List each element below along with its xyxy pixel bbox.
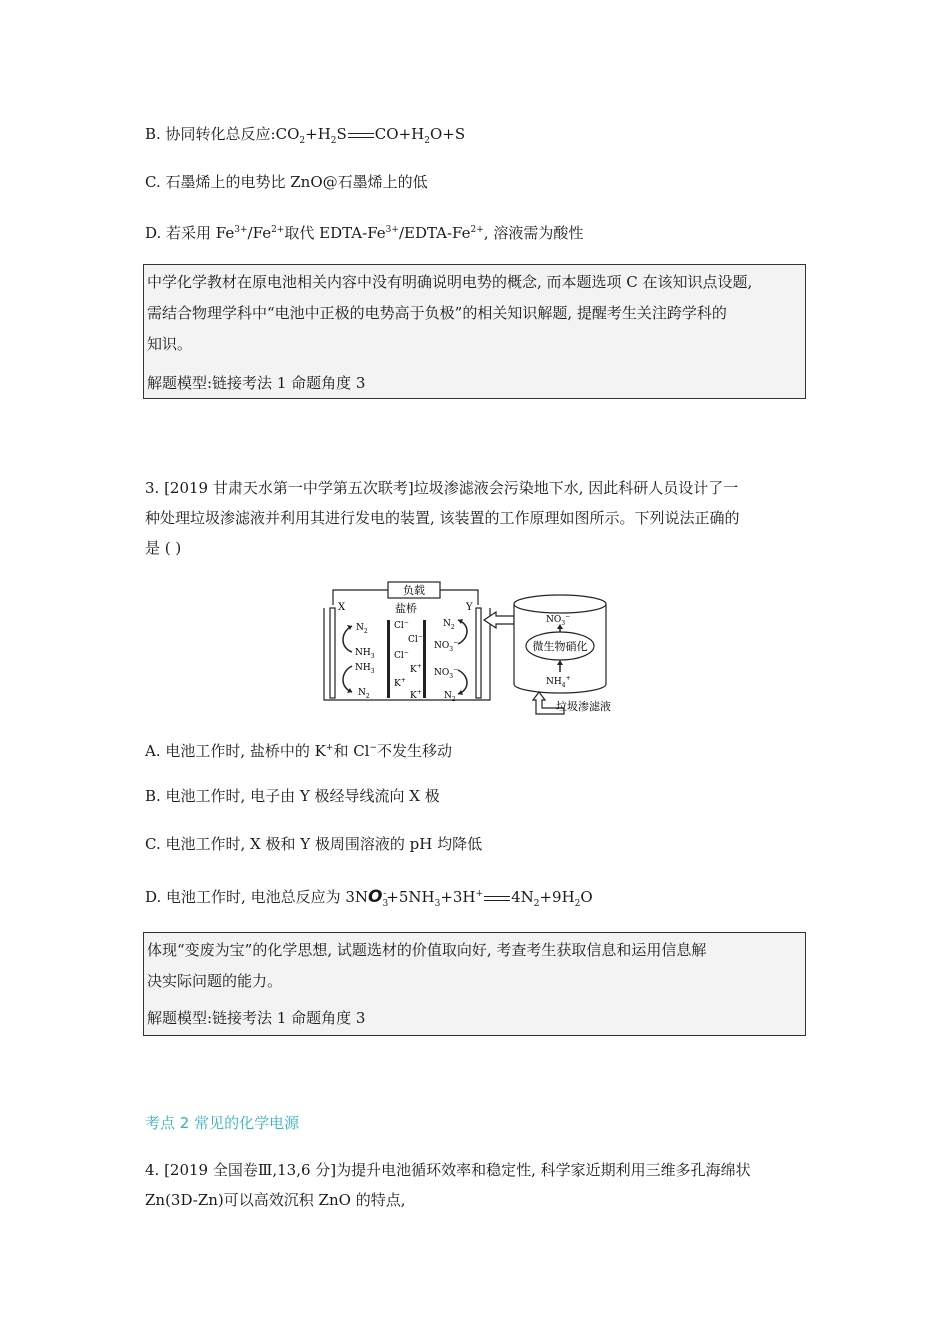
sub: 2 bbox=[533, 899, 540, 909]
q3-option-d-text5: +9H bbox=[539, 888, 575, 906]
nh3-top: $NH_3$ bbox=[355, 648, 375, 660]
cell-diagram bbox=[318, 580, 636, 718]
q4-line-1: 4. [2019 全国卷Ⅲ,13,6 分]为提升电池循环效率和稳定性, 科学家近期利用三维多孔海绵状 bbox=[145, 1161, 751, 1179]
nh4-tank: $NH_4^+$ bbox=[546, 675, 571, 689]
sup: - bbox=[383, 889, 387, 899]
option-b-text5: O+S bbox=[429, 125, 466, 143]
sup: + bbox=[475, 889, 484, 899]
no3-tank: $NO_3^-$ bbox=[546, 613, 571, 627]
salt-bridge-wall-left bbox=[387, 620, 390, 698]
k-ion: K+ bbox=[410, 689, 422, 701]
q3-option-d-o: O bbox=[368, 887, 383, 907]
option-d bbox=[145, 220, 583, 243]
option-b-text1: B. 协同转化总反应:CO bbox=[145, 125, 300, 143]
option-c: C. 石墨烯上的电势比 ZnO@石墨烯上的低 bbox=[145, 173, 428, 191]
electrode-y bbox=[476, 608, 481, 698]
option-d-text3: 取代 EDTA-Fe bbox=[284, 224, 386, 242]
n2-bottom: $N_2$ bbox=[358, 688, 370, 700]
solution-model: 解题模型:链接考法 1 命题角度 3 bbox=[147, 374, 366, 392]
n2-bottom-right: $N_2$ bbox=[444, 691, 456, 703]
x-label: X bbox=[338, 602, 346, 613]
sub: 2 bbox=[299, 136, 306, 146]
microbe-label: 微生物硝化 bbox=[532, 640, 588, 653]
q3-option-d bbox=[145, 884, 593, 914]
electrode-x bbox=[330, 608, 335, 698]
analysis-line: 决实际问题的能力。 bbox=[147, 972, 283, 990]
option-b-text3: S bbox=[336, 125, 347, 143]
curved-arrow bbox=[458, 620, 467, 644]
sup: 2+ bbox=[470, 225, 484, 235]
cl-ion: Cl− bbox=[408, 633, 423, 645]
sub: 3 bbox=[382, 899, 389, 909]
cl-ion: Cl− bbox=[394, 619, 409, 631]
sub: 2 bbox=[330, 136, 337, 146]
option-d-text2: /Fe bbox=[247, 224, 272, 242]
no3-bottom: $NO_3^-$ bbox=[434, 666, 459, 680]
equals-sign bbox=[484, 896, 510, 901]
left-species bbox=[355, 623, 375, 700]
q3-option-d-text3: +3H bbox=[440, 888, 476, 906]
analysis-box-1 bbox=[143, 264, 806, 399]
y-label: Y bbox=[466, 602, 473, 613]
q3-option-d-text2: +5NH bbox=[386, 888, 435, 906]
hollow-arrow-left bbox=[484, 612, 514, 628]
option-d-text4: /EDTA-Fe bbox=[398, 224, 471, 242]
no3-top: $NO_3^-$ bbox=[434, 639, 459, 653]
leachate-label: 垃圾渗滤液 bbox=[556, 700, 611, 713]
nh3-bottom: $NH_3$ bbox=[355, 663, 375, 675]
section-heading: 考点 2 常见的化学电源 bbox=[145, 1114, 300, 1132]
q3-line-3: 是 ( ) bbox=[145, 539, 182, 557]
q3-line-2: 种处理垃圾渗滤液并利用其进行发电的装置, 该装置的工作原理如图所示。下列说法正确的 bbox=[145, 509, 740, 527]
k-ion: K+ bbox=[410, 663, 422, 675]
sup: 3+ bbox=[385, 225, 399, 235]
analysis-line: 中学化学教材在原电池相关内容中没有明确说明电势的概念, 而本题选项 C 在该知识点设题, bbox=[147, 273, 753, 291]
sub: 3 bbox=[434, 899, 441, 909]
q3-option-a bbox=[145, 738, 452, 761]
q3-option-d-text6: O bbox=[580, 888, 593, 906]
q3-option-a-text2: 和 Cl bbox=[333, 742, 370, 760]
sup: − bbox=[369, 743, 378, 753]
salt-bridge-ions bbox=[394, 619, 423, 701]
option-b-text2: +H bbox=[305, 125, 331, 143]
curved-arrow bbox=[458, 670, 467, 694]
q3-option-a-text3: 不发生移动 bbox=[377, 742, 453, 760]
right-species bbox=[434, 619, 458, 703]
option-b-text4: CO+H bbox=[374, 125, 425, 143]
analysis-line: 体现“变废为宝”的化学思想, 试题选材的价值取向好, 考查考生获取信息和运用信息解 bbox=[147, 941, 707, 959]
analysis-line: 需结合物理学科中“电池中正极的电势高于负极”的相关知识解题, 提醒考生关注跨学科的 bbox=[147, 304, 727, 322]
q3-option-d-text1: D. 电池工作时, 电池总反应为 3N bbox=[145, 888, 369, 906]
q3-option-d-text4: 4N bbox=[511, 888, 534, 906]
sup: 2+ bbox=[271, 225, 285, 235]
q4-line-2: Zn(3D-Zn)可以高效沉积 ZnO 的特点, bbox=[145, 1191, 406, 1209]
equals-sign bbox=[348, 133, 374, 138]
sub: 2 bbox=[574, 899, 581, 909]
analysis-box-2 bbox=[143, 932, 806, 1036]
solution-model: 解题模型:链接考法 1 命题角度 3 bbox=[147, 1009, 366, 1027]
option-d-text5: , 溶液需为酸性 bbox=[483, 224, 584, 242]
option-d-text1: D. 若采用 Fe bbox=[145, 224, 235, 242]
tank-top bbox=[514, 595, 606, 613]
salt-bridge-wall-right bbox=[423, 620, 426, 698]
sub: 2 bbox=[424, 136, 430, 146]
curved-arrow bbox=[343, 626, 352, 652]
sup: 3+ bbox=[234, 225, 248, 235]
option-b bbox=[145, 124, 465, 151]
cl-ion: Cl− bbox=[394, 649, 409, 661]
q3-option-c: C. 电池工作时, X 极和 Y 极周围溶液的 pH 均降低 bbox=[145, 835, 483, 853]
n2-top-right: $N_2$ bbox=[443, 619, 455, 631]
q3-option-a-text1: A. 电池工作时, 盐桥中的 K bbox=[145, 742, 326, 760]
analysis-line: 知识。 bbox=[147, 335, 193, 353]
q3-line-1: 3. [2019 甘肃天水第一中学第五次联考]垃圾渗滤液会污染地下水, 因此科研人员设计了一 bbox=[145, 479, 739, 497]
load-label: 负载 bbox=[403, 584, 425, 597]
salt-bridge-label: 盐桥 bbox=[395, 602, 417, 615]
curved-arrow bbox=[343, 666, 352, 692]
k-ion: K+ bbox=[394, 677, 406, 689]
n2-top: $N_2$ bbox=[356, 623, 368, 635]
sup: + bbox=[325, 743, 334, 753]
q3-option-b: B. 电池工作时, 电子由 Y 极经导线流向 X 极 bbox=[145, 787, 440, 805]
